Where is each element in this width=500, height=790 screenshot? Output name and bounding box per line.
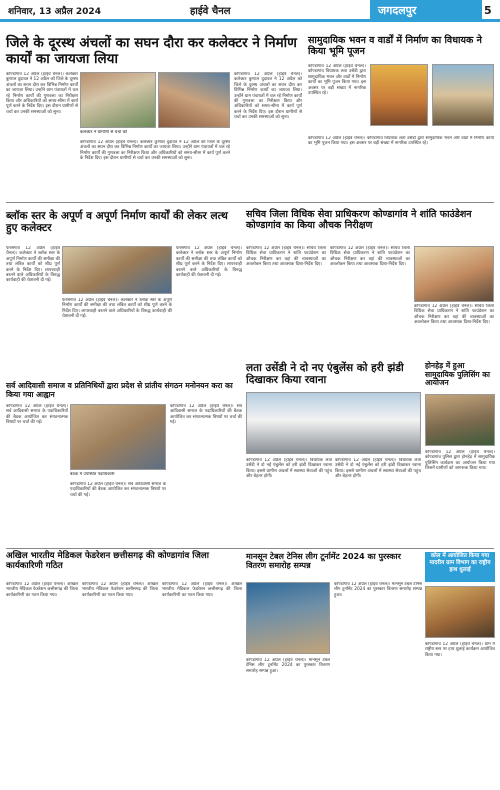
story8-body: कोण्डागांव 12 अप्रैल (हाईवे चैनल)। अखिल भारतीय मेडिकल फेडरेशन छत्तीसगढ़ की जिला कार्यकारिणी का गठन किया गया। — [6, 582, 78, 598]
story9-photo — [246, 582, 330, 654]
masthead-page-number: 5 — [484, 4, 492, 17]
story1-caption: कलेक्टर ने ग्रामीणों से चर्चा की — [80, 130, 128, 135]
story2-photo-2 — [432, 64, 494, 126]
story7-photo — [70, 404, 166, 470]
story1-headline: जिले के दूरस्थ अंचलों का सघन दौरा कर कलेक्टर ने निर्माण कार्यों का जायजा लिया — [6, 35, 297, 67]
story1-body: कोण्डागांव 12 अप्रैल (हाईवे चैनल)। कलेक्टर कुणाल दुदावत ने 12 अप्रैल को जिले के दूरस्थ अंचलों का सघन दौरा कर विभिन्न निर्माण कार्यों का जायजा लिया। उन्होंने ग्राम पंचायतों में चल रहे निर्माण कार्यों की गुणवत्ता का निरीक्षण किया और अधिकारियों को समय-सीमा में कार्य पूर्ण करने के निर्देश दिए। इस दौरान ग्रामीणों से चर्चा कर उनकी समस्याओं को सुना। — [6, 72, 78, 115]
story7-body: कोण्डागांव 12 अप्रैल (हाईवे चैनल)। सर्व आदिवासी समाज के पदाधिकारियों की बैठक आयोजित कर संगठनात्मक विषयों पर चर्चा की गई। — [6, 404, 68, 426]
story5-body: कोण्डागांव 12 अप्रैल (हाईवे चैनल)। विधायक लता उसेंडी ने दो नई एंबुलेंस को हरी झंडी दिखाकर रवाना किया। इससे ग्रामीण अंचलों में स्वास्थ्य सेवाओं की पहुंच और बेहतर होगी। — [246, 458, 332, 480]
divider-1 — [6, 202, 494, 203]
story2-body: कोण्डागांव 12 अप्रैल (हाईवे चैनल)। कोण्डागांव विधायक लता उसेंडी द्वारा सामुदायिक भवन और वार्डों में निर्माण कार्यों का भूमि पूजन किया गया। इस अवसर पर बड़ी संख्या में नागरिक उपस्थित रहे। — [308, 64, 366, 97]
story2-headline: सामुदायिक भवन व वार्डों में निर्माण का विधायक ने किया भूमि पूजन — [308, 35, 482, 57]
story3-body-col3: फरसगांव 12 अप्रैल (हाईवे चैनल)। कलेक्टर ने ब्लॉक स्तर के अपूर्ण निर्माण कार्यों की समीक्षा की तथा लंबित कार्यों को शीघ्र पूर्ण करने के निर्देश दिए। लापरवाही बरतने वाले अधिकारियों के विरुद्ध कार्यवाही की चेतावनी दी गई। — [176, 246, 242, 279]
story7-headline: सर्व आदिवासी समाज व प्रतिनिधियों द्वारा प्रदेश से प्रांतीय संगठन मनोनयन करा का किया गया आह्वान — [6, 381, 233, 399]
story10-headline: कोल में आयोजित किया गया मादरीय ग्राम विभाग का राष्ट्रीय हाथ धुलाई — [425, 552, 495, 582]
story9-body: कोण्डागांव 12 अप्रैल (हाईवे चैनल)। मानसून टेबल टेनिस लीग टूर्नामेंट 2024 का पुरस्कार वितरण समारोह सम्पन्न हुआ। — [246, 658, 330, 674]
story1-photo-1 — [80, 72, 156, 128]
story9-body-col2: कोण्डागांव 12 अप्रैल (हाईवे चैनल)। मानसून टेबल टेनिस लीग टूर्नामेंट 2024 का पुरस्कार वितरण समारोह सम्पन्न हुआ। — [334, 582, 422, 598]
story1-body-cont: कोण्डागांव 12 अप्रैल (हाईवे चैनल)। कलेक्टर कुणाल दुदावत ने 12 अप्रैल को जिले के दूरस्थ अंचलों का सघन दौरा कर विभिन्न निर्माण कार्यों का जायजा लिया। उन्होंने ग्राम पंचायतों में चल रहे निर्माण कार्यों की गुणवत्ता का निरीक्षण किया और अधिकारियों को समय-सीमा में कार्य पूर्ण करने के निर्देश दिए। इस दौरान ग्रामीणों से चर्चा कर उनकी समस्याओं को सुना। — [80, 140, 230, 162]
divider-2 — [6, 548, 494, 549]
story1-body-col3: कोण्डागांव 12 अप्रैल (हाईवे चैनल)। कलेक्टर कुणाल दुदावत ने 12 अप्रैल को जिले के दूरस्थ अंचलों का सघन दौरा कर विभिन्न निर्माण कार्यों का जायजा लिया। उन्होंने ग्राम पंचायतों में चल रहे निर्माण कार्यों की गुणवत्ता का निरीक्षण किया और अधिकारियों को समय-सीमा में कार्य पूर्ण करने के निर्देश दिए। इस दौरान ग्रामीणों से चर्चा कर उनकी समस्याओं को सुना। — [234, 72, 302, 121]
masthead — [0, 0, 500, 22]
story3-body-cont: फरसगांव 12 अप्रैल (हाईवे चैनल)। कलेक्टर ने ब्लॉक स्तर के अपूर्ण निर्माण कार्यों की समीक्षा की तथा लंबित कार्यों को शीघ्र पूर्ण करने के निर्देश दिए। लापरवाही बरतने वाले अधिकारियों के विरुद्ध कार्यवाही की चेतावनी दी गई। — [62, 298, 172, 320]
story3-body: फरसगांव 12 अप्रैल (हाईवे चैनल)। कलेक्टर ने ब्लॉक स्तर के अपूर्ण निर्माण कार्यों की समीक्षा की तथा लंबित कार्यों को शीघ्र पूर्ण करने के निर्देश दिए। लापरवाही बरतने वाले अधिकारियों के विरुद्ध कार्यवाही की चेतावनी दी गई। — [6, 246, 60, 284]
story1-photo-2 — [158, 72, 230, 128]
masthead-paper-name: हाईवे चैनल — [190, 6, 231, 17]
story7-body-cont: कोण्डागांव 12 अप्रैल (हाईवे चैनल)। सर्व आदिवासी समाज के पदाधिकारियों की बैठक आयोजित कर संगठनात्मक विषयों पर चर्चा की गई। — [70, 482, 166, 498]
story6-photo — [425, 394, 495, 446]
story5-headline: लता उसेंडी ने दो नए एंबुलेंस को हरी झंडी दिखाकर किया रवाना — [246, 362, 404, 387]
masthead-city: जगदलपुर — [370, 0, 482, 22]
story4-photo — [414, 246, 494, 302]
story5-body-col2: कोण्डागांव 12 अप्रैल (हाईवे चैनल)। विधायक लता उसेंडी ने दो नई एंबुलेंस को हरी झंडी दिखाकर रवाना किया। इससे ग्रामीण अंचलों में स्वास्थ्य सेवाओं की पहुंच और बेहतर होगी। — [335, 458, 421, 480]
story3-headline: ब्लॉक स्तर के अपूर्ण व अपूर्ण निर्माण कार्यों की लेकर लत्थ हुए कलेक्टर — [6, 210, 228, 235]
story3-photo — [62, 246, 172, 294]
story8-body-col2: कोण्डागांव 12 अप्रैल (हाईवे चैनल)। अखिल भारतीय मेडिकल फेडरेशन छत्तीसगढ़ की जिला कार्यकारिणी का गठन किया गया। — [82, 582, 158, 598]
story7-caption: बैठक में उपस्थित पदाधिकारी — [70, 472, 115, 477]
story4-body-col3: कोण्डागांव 12 अप्रैल (हाईवे चैनल)। सचिव जिला विधिक सेवा प्राधिकरण ने शांति फाउंडेशन का औचक निरीक्षण कर वहां की व्यवस्थाओं का अवलोकन किया तथा आवश्यक दिशा-निर्देश दिए। — [414, 304, 494, 326]
story4-body: कोण्डागांव 12 अप्रैल (हाईवे चैनल)। सचिव जिला विधिक सेवा प्राधिकरण ने शांति फाउंडेशन का औचक निरीक्षण कर वहां की व्यवस्थाओं का अवलोकन किया तथा आवश्यक दिशा-निर्देश दिए। — [246, 246, 326, 268]
story7-body-col3: कोण्डागांव 12 अप्रैल (हाईवे चैनल)। सर्व आदिवासी समाज के पदाधिकारियों की बैठक आयोजित कर संगठनात्मक विषयों पर चर्चा की गई। — [170, 404, 242, 426]
story9-headline: मानसून टेबल टेनिस लीग टूर्नामेंट 2024 का पुरस्कार वितरण समारोह सम्पन्न — [246, 552, 401, 571]
story6-headline: होनहेड़ में हुआ सामुदायिक पुलिसिंग का आयोजन — [425, 361, 490, 388]
story5-photo — [246, 392, 421, 454]
story4-headline: सचिव जिला विधिक सेवा प्राधिकरण कोण्डागांव ने शांति फाउंडेशन कोण्डागांव का किया औचक निरीक्षण — [246, 209, 472, 231]
story8-headline: अखिल भारतीय मेडिकल फेडरेशन छत्तीसगढ़ की कोण्डागांव जिला कार्यकारिणी गठित — [6, 551, 209, 571]
story2-photo-1 — [370, 64, 428, 126]
masthead-date: शनिवार, 13 अप्रैल 2024 — [8, 7, 101, 17]
story2-body-cont: कोण्डागांव 12 अप्रैल (हाईवे चैनल)। कोण्डागांव विधायक लता उसेंडी द्वारा सामुदायिक भवन और वार्डों में निर्माण कार्यों का भूमि पूजन किया गया। इस अवसर पर बड़ी संख्या में नागरिक उपस्थित रहे। — [308, 136, 494, 147]
story4-body-col2: कोण्डागांव 12 अप्रैल (हाईवे चैनल)। सचिव जिला विधिक सेवा प्राधिकरण ने शांति फाउंडेशन का औचक निरीक्षण कर वहां की व्यवस्थाओं का अवलोकन किया तथा आवश्यक दिशा-निर्देश दिए। — [330, 246, 410, 268]
story10-photo — [425, 586, 495, 638]
story10-body: कोण्डागांव 12 अप्रैल (हाईवे चैनल)। ग्राम में राष्ट्रीय स्तर पर हाथ धुलाई कार्यक्रम आयोजित किया गया। — [425, 642, 495, 658]
story8-body-col3: कोण्डागांव 12 अप्रैल (हाईवे चैनल)। अखिल भारतीय मेडिकल फेडरेशन छत्तीसगढ़ की जिला कार्यकारिणी का गठन किया गया। — [162, 582, 242, 598]
story6-body: कोण्डागांव 12 अप्रैल (हाईवे चैनल)। कोण्डागांव पुलिस द्वारा होनहेड़ में सामुदायिक पुलिसिंग कार्यक्रम का आयोजन किया गया जिसमें ग्रामीणों को जागरूक किया गया। — [425, 450, 495, 472]
